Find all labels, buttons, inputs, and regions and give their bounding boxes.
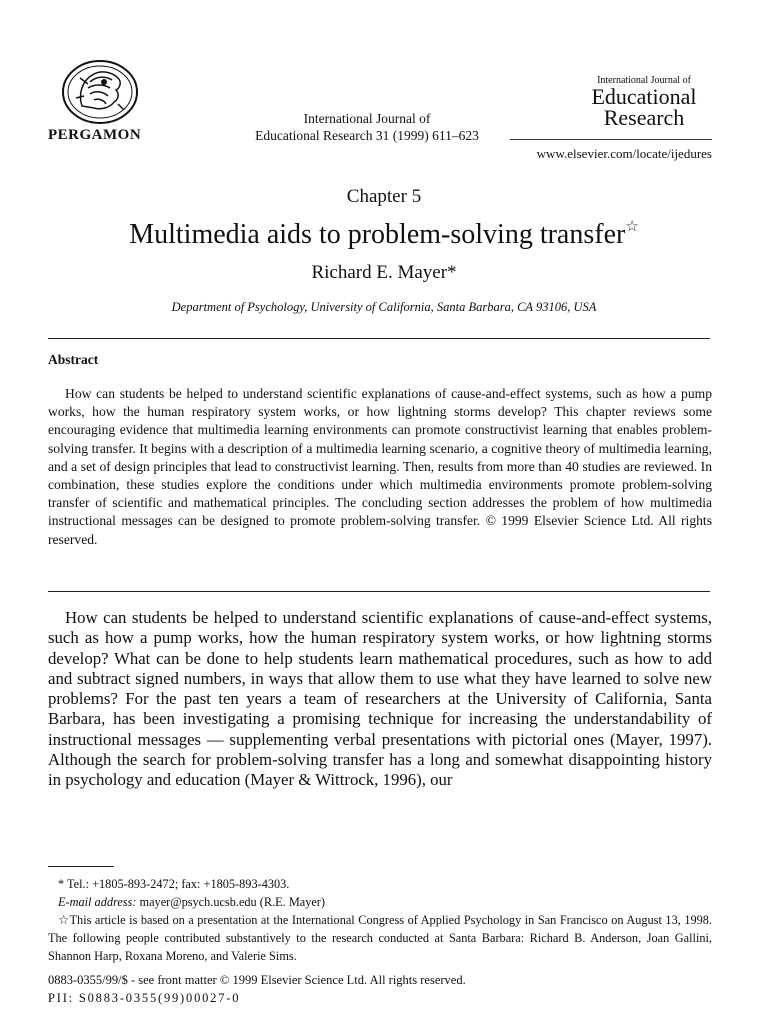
header-divider [510,139,712,140]
footnote-acknowledgement [48,911,712,965]
footnote-note-text: This article is based on a presentation at the International Congress of Applied Psychology in San Francisco on August 13, 1998. The following people contributed substantively to the research conducted at Santa Barbara: Richard B. Anderson, Joan Gallini, Shannon Harp, Roxana Moreno, and Valerie Sims. [48,913,712,963]
abstract-bottom-rule [48,591,710,592]
title-footnote-mark: ☆ [625,219,639,235]
footnotes [48,875,712,965]
author-name: Richard E. Mayer* [311,262,457,283]
publisher-name: PERGAMON [48,127,142,143]
elsevier-tree-logo-icon [60,58,140,126]
footnote-star-mark: ☆ [58,913,70,927]
email-value[interactable]: mayer@psych.ucsb.edu (R.E. Mayer) [136,895,326,909]
footnote-email [48,893,712,911]
pii-line: PII: S0883-0355(99)00027-0 [48,991,241,1005]
citation-volume: Educational Research 31 (1999) 611–623 [255,128,479,143]
author-affiliation: Department of Psychology, University of California, Santa Barbara, CA 93106, USA [171,300,597,314]
brand-line-1: Educational [591,84,697,109]
abstract-top-rule [48,338,710,339]
copyright-line: 0883-0355/99/$ - see front matter © 1999 Elsevier Science Ltd. All rights reserved. [48,973,466,987]
publisher-logo [60,58,140,126]
brand-small-text: International Journal of [597,75,691,86]
article-title [0,217,768,251]
footnote-contact: * Tel.: +1805-893-2472; fax: +1805-893-4303. [58,877,290,891]
article-title-text: Multimedia aids to problem-solving transfer [129,219,626,250]
page-bottom-info [48,971,712,1007]
abstract-text: How can students be helped to understand scientific explanations of cause-and-effect systems, such as how a pump works, how the human respiratory system works, or how lightning storms develop? This chapter reviews some encouraging evidence that multimedia learning environments can promote constructivist learning that enables problem-solving transfer. It begins with a description of a multimedia learning scenario, a cognitive theory of multimedia learning, and a set of design principles that lead to constructivist learning. Then, results from more than 40 studies are reviewed. In combination, these studies explore the conditions under which multimedia environments promote problem-solving transfer of scientific and mathematical principles. The concluding section addresses the problem of how multimedia instructional messages can be designed to promote problem-solving transfer. © 1999 Elsevier Science Ltd. All rights reserved. [48,386,712,547]
abstract-heading: Abstract [48,352,99,367]
citation-journal: International Journal of [303,111,431,126]
brand-line-2: Research [603,105,685,130]
journal-url[interactable]: www.elsevier.com/locate/ijedures [536,146,712,161]
footnote-rule [48,866,114,867]
email-label: E-mail address: [58,895,137,909]
journal-brand [560,75,728,128]
body-paragraph: How can students be helped to understand scientific explanations of cause-and-effect systems, such as how a pump works, how the human respiratory system works, or how lightning storms develop? What can be done to help students learn mathematical procedures, such as how to add and subtract signed numbers, in ways that allow them to use what they have learned to solve new problems? For the past ten years a team of researchers at the University of California, Santa Barbara, has been investigating a promising technique for increasing the understandability of instructional messages — supplementing verbal presentations with pictorial ones (Mayer, 1997). Although the search for problem-solving transfer has a long and somewhat disappointing history in psychology and education (Mayer & Wittrock, 1996), our [48,608,712,790]
chapter-label: Chapter 5 [346,186,422,207]
journal-citation [232,110,502,144]
